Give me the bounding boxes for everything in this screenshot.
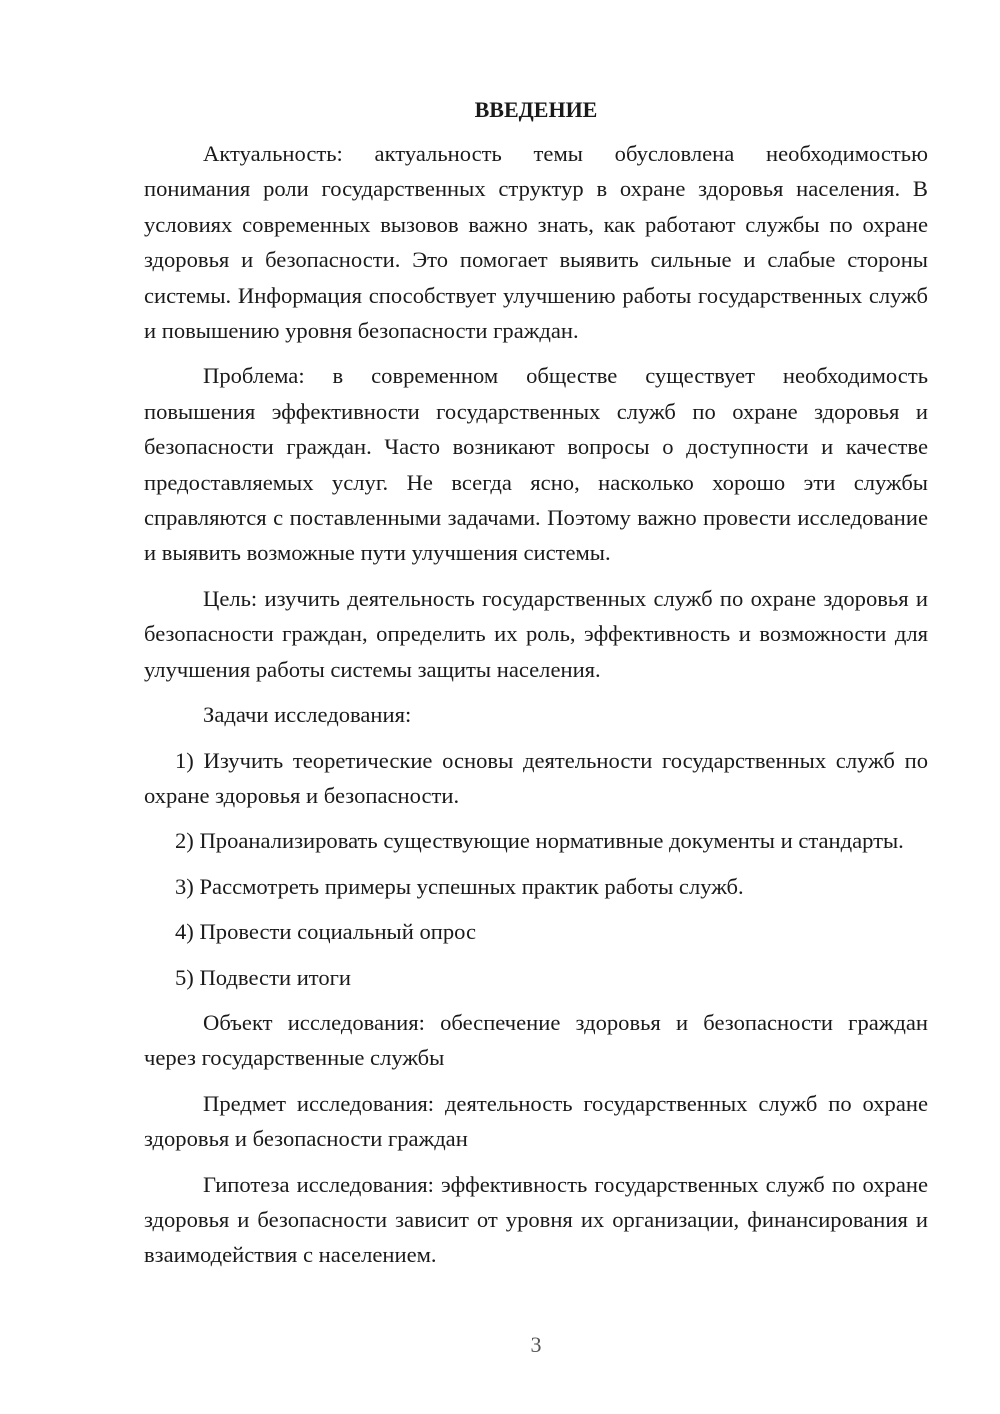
subject-paragraph: Предмет исследования: деятельность государственных служб по охране здоровья и безопасности граждан [144, 1090, 928, 1152]
relevance-paragraph: Актуальность: актуальность темы обусловлена необходимостью понимания роли государственных структур в охране здоровья населения. В условиях современных вызовов важно знать, как работают службы по охране здоровья и безопасности. Это помогает выявить сильные и слабые стороны системы. Информация способствует улучшению работы государственных служб и повышению уровня безопасности граждан. [144, 141, 928, 344]
task-item-2: 2) Проанализировать существующие нормативные документы и стандарты. [175, 828, 904, 854]
task-item-5: 5) Подвести итоги [175, 964, 352, 990]
tasks-title: Задачи исследования: [203, 702, 412, 728]
page-number: 3 [530, 1332, 542, 1357]
object-paragraph: Объект исследования: обеспечение здоровья и безопасности граждан через государственные службы [144, 1009, 928, 1071]
hypothesis-paragraph: Гипотеза исследования: эффективность государственных служб по охране здоровья и безопасности зависит от уровня их организации, финансирования и взаимодействия с населением. [144, 1171, 928, 1268]
page-content [144, 94, 928, 1283]
goal-paragraph: Цель: изучить деятельность государственных служб по охране здоровья и безопасности граждан, определить их роль, эффективность и возможности для улучшения работы системы защиты населения. [144, 585, 928, 682]
task-item-3: 3) Рассмотреть примеры успешных практик работы служб. [175, 873, 744, 899]
page-title: ВВЕДЕНИЕ [474, 97, 598, 122]
task-item-4: 4) Провести социальный опрос [175, 919, 477, 945]
problem-paragraph: Проблема: в современном обществе существует необходимость повышения эффективности государственных служб по охране здоровья и безопасности граждан. Часто возникают вопросы о доступности и качестве предоставляемых услуг. Не всегда ясно, насколько хорошо эти службы справляются с поставленными задачами. Поэтому важно провести исследование и выявить возможные пути улучшения системы. [144, 363, 928, 566]
task-item-1: 1) Изучить теоретические основы деятельности государственных служб по охране здоровья и безопасности. [144, 747, 928, 808]
